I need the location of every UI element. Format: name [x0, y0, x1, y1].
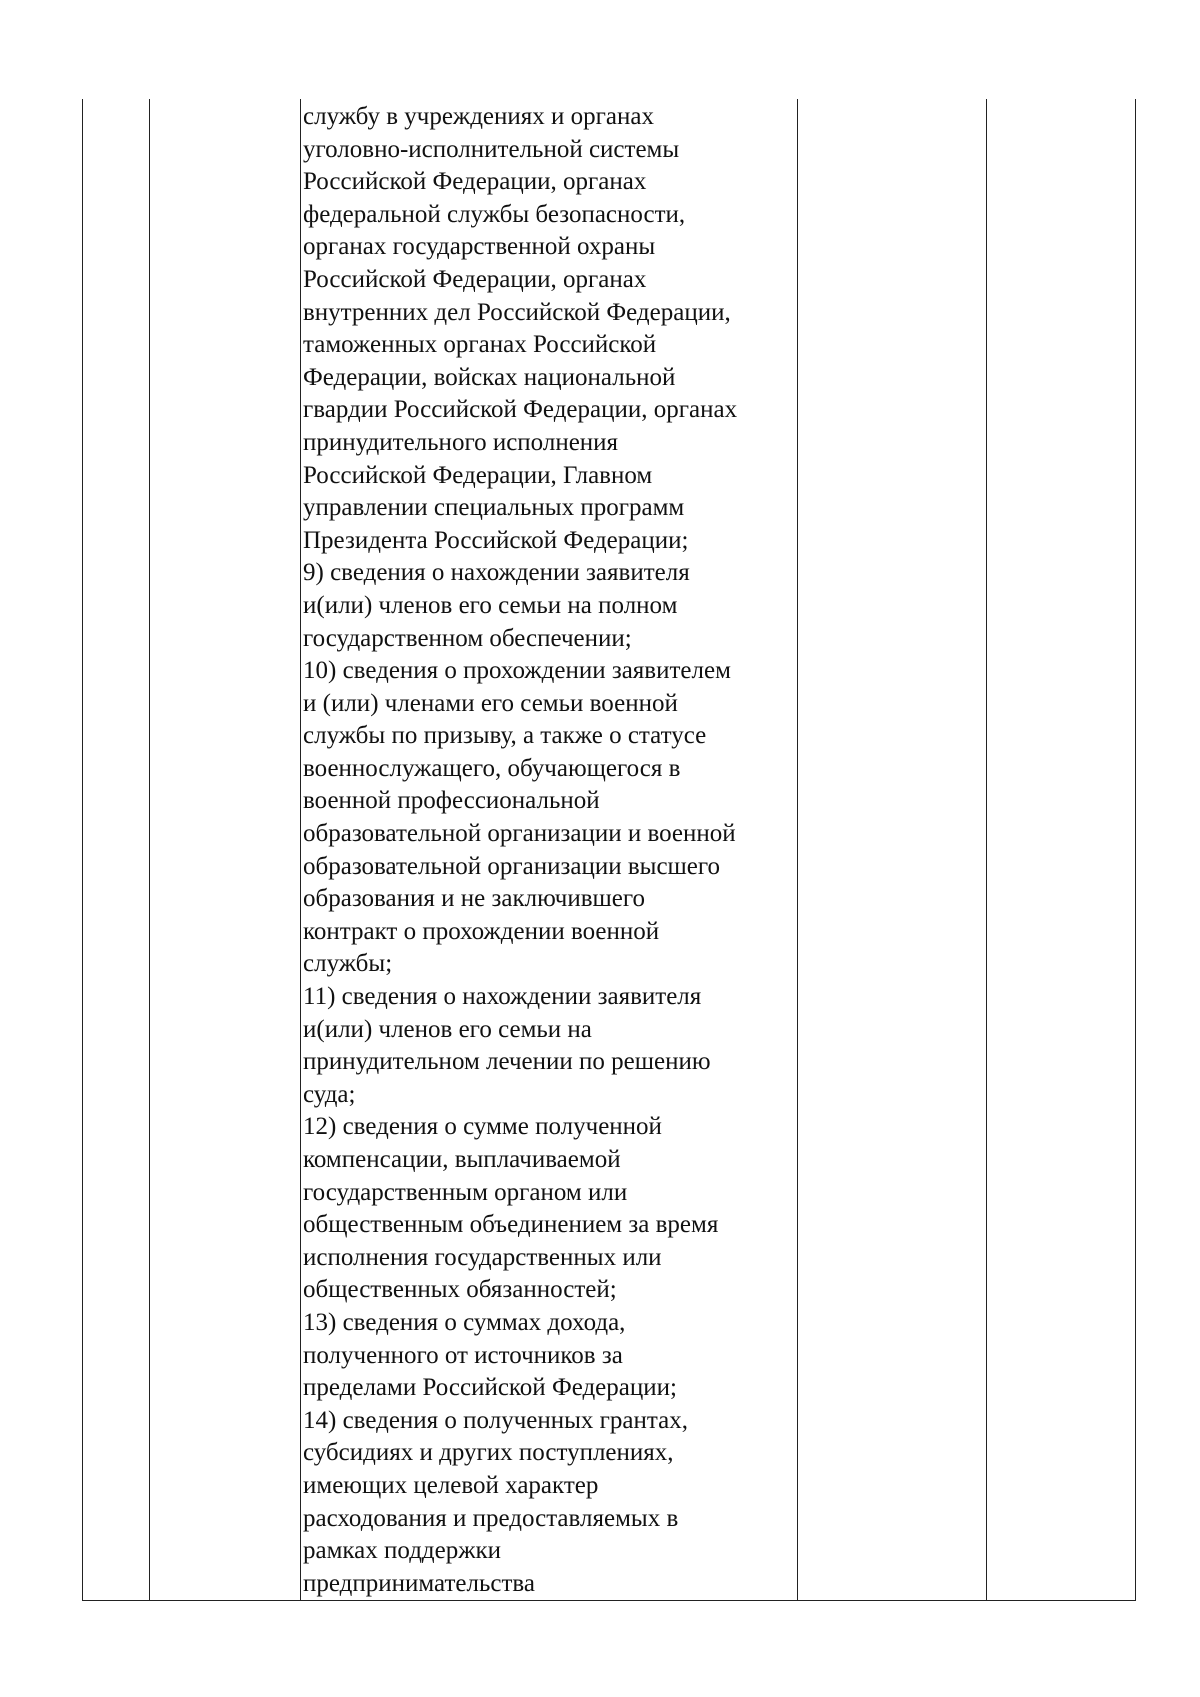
- text-line: федеральной службы безопасности,: [303, 200, 686, 228]
- cell-1-text: [83, 99, 149, 101]
- text-line: службы;: [303, 950, 393, 978]
- text-line: контракт о прохождении военной: [303, 917, 660, 945]
- text-line: органах государственной охраны: [303, 233, 656, 261]
- table-cell-number: [83, 99, 150, 1601]
- text-line: службы по призыву, а также о статусе: [303, 722, 707, 750]
- table-cell-4: [798, 99, 987, 1601]
- text-line: образовательной организации высшего: [303, 852, 721, 880]
- text-line: субсидиях и других поступлениях,: [303, 1439, 674, 1467]
- cell-2-text: [150, 99, 300, 101]
- text-line: и(или) членов его семьи на полном: [303, 591, 678, 619]
- text-line: компенсации, выплачиваемой: [303, 1146, 621, 1173]
- table-cell-documents: [301, 99, 798, 1601]
- text-line: пределами Российской Федерации;: [303, 1374, 677, 1402]
- text-line: уголовно-исполнительной системы: [303, 135, 680, 163]
- text-line: суда;: [303, 1080, 356, 1108]
- text-line: общественным объединением за время: [303, 1211, 719, 1239]
- text-line: военнослужащего, обучающегося в: [303, 754, 681, 782]
- text-line: Российской Федерации, Главном: [303, 461, 653, 489]
- text-line: предпринимательства: [303, 1569, 535, 1597]
- text-line: образования и не заключившего: [303, 885, 646, 913]
- text-line: принудительного исполнения: [303, 428, 619, 456]
- cell-3-text: [301, 99, 797, 1600]
- text-line: имеющих целевой характер: [303, 1471, 599, 1499]
- table-cell-5: [987, 99, 1136, 1601]
- text-line: принудительном лечении по решению: [303, 1048, 711, 1076]
- cell-4-text: [798, 99, 986, 101]
- text-line: Российской Федерации, органах: [303, 265, 647, 293]
- text-line: управлении специальных программ: [303, 494, 685, 522]
- document-table: [82, 99, 1136, 1601]
- text-line: военной профессиональной: [303, 787, 600, 815]
- text-line: расходования и предоставляемых в: [303, 1504, 679, 1532]
- text-line: полученного от источников за: [303, 1341, 623, 1369]
- text-line: и(или) членов его семьи на: [303, 1015, 592, 1043]
- text-line: Российской Федерации, органах: [303, 168, 647, 196]
- text-line: 14) сведения о полученных грантах,: [303, 1406, 688, 1434]
- text-line: Федерации, войсках национальной: [303, 363, 676, 391]
- text-line: исполнения государственных или: [303, 1243, 662, 1271]
- text-line: образовательной организации и военной: [303, 820, 736, 848]
- cell-5-text: [987, 99, 1135, 101]
- table-row: [83, 99, 1136, 1601]
- text-line: гвардии Российской Федерации, органах: [303, 396, 738, 424]
- text-line: государственным органом или: [303, 1178, 628, 1206]
- text-line: 13) сведения о суммах дохода,: [303, 1308, 626, 1336]
- text-line: общественных обязанностей;: [303, 1276, 617, 1304]
- text-line: Президента Российской Федерации;: [303, 526, 689, 554]
- text-line: 9) сведения о нахождении заявителя: [303, 559, 690, 587]
- table-cell-service: [150, 99, 301, 1601]
- text-line: таможенных органах Российской: [303, 331, 657, 359]
- text-line: государственном обеспечении;: [303, 624, 632, 652]
- text-line: 12) сведения о сумме полученной: [303, 1113, 662, 1141]
- text-line: службу в учреждениях и органах: [303, 103, 654, 130]
- text-line: рамках поддержки: [303, 1537, 502, 1565]
- text-line: и (или) членами его семьи военной: [303, 689, 678, 717]
- text-line: 11) сведения о нахождении заявителя: [303, 983, 702, 1011]
- text-line: 10) сведения о прохождении заявителем: [303, 657, 731, 685]
- text-line: внутренних дел Российской Федерации,: [303, 298, 731, 326]
